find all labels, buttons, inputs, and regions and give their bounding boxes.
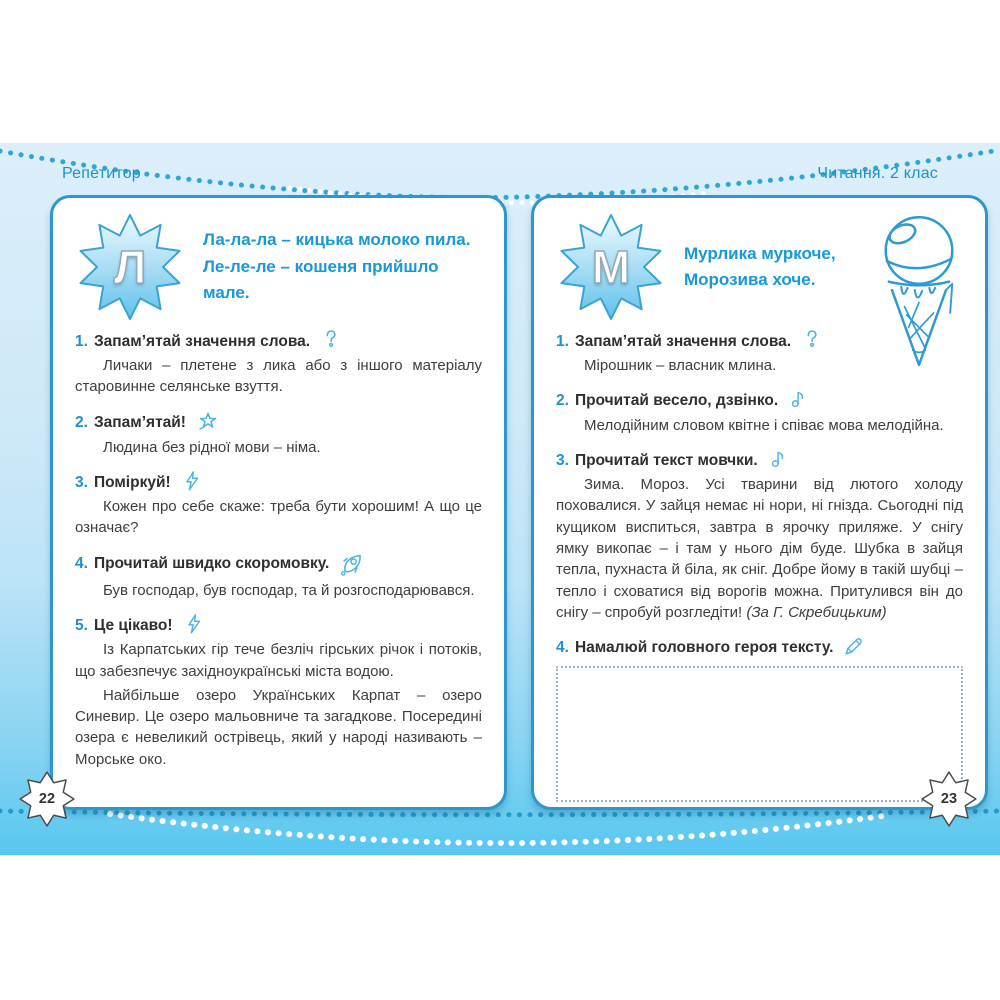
task-number: 1.: [556, 333, 569, 350]
task-body: Мелодійним словом квітне і співає мова мелодійна.: [584, 416, 944, 434]
page-number-star-22: [18, 770, 76, 828]
page-number: 23: [940, 791, 958, 807]
task-number: 4.: [556, 639, 569, 657]
task-heading: Поміркуй!: [93, 474, 171, 492]
question-icon: [320, 329, 342, 351]
task-item: [556, 451, 963, 623]
task-item: [75, 413, 482, 458]
task-number: 2.: [75, 413, 88, 431]
star-icon: [196, 410, 220, 434]
left-page-title: [203, 227, 482, 306]
drawing-area: [556, 666, 963, 802]
task-item: [75, 616, 482, 770]
title-line-2: Ле-ле-ле – кошеня прийшло мале.: [203, 256, 439, 303]
letter-star-badge-l: [75, 212, 185, 322]
page-letter: М: [591, 241, 631, 293]
task-body: Зима. Мороз. Усі тварини від лютого холоду поховалися. У зайця немає ні нори, ні гнізда. Сьогодні під кущиком виспиться, завтра в ярочку приляже. У снігу ямку викопає – і там у нього дім буде. Шубка в зайця тепла, пухнаста й біла, як сніг. Добре йому в такій шубці – тепло і сховатися від ворогів можна. Притулився він до снігу – спробуй розгледіти! (За Г. Скребицьким): [556, 476, 963, 621]
right-book-page: [531, 195, 988, 810]
page-letter: Л: [113, 241, 147, 293]
left-page-header: [75, 208, 482, 326]
task-heading: Прочитай текст мовчки.: [574, 451, 758, 469]
task-item: [556, 391, 963, 435]
task-heading: Запам’ятай значення слова.: [93, 333, 311, 350]
task-body: Мірошник – власник млина.: [584, 357, 777, 375]
running-head-left: Репетитор: [62, 165, 141, 182]
title-line-1: Мурлика муркоче,: [684, 243, 836, 263]
right-page-title: [684, 241, 836, 294]
task-body: Найбільше озеро Українських Карпат – озеро Синевир. Це озеро мальовниче та загадкове. Посередині озера є невеликий острівець, який у народі називають – Морське око.: [75, 686, 482, 768]
task-body: Був господар, був господар, та й розгосподарювався.: [103, 581, 475, 599]
task-heading: Це цікаво!: [93, 617, 173, 635]
task-body: Із Карпатських гір тече безліч гірських річок і потоків, що забезпечує західноукраїнські міста водою.: [75, 641, 482, 680]
page-number: 22: [38, 791, 56, 807]
title-line-1: Ла-ла-ла – кицька молоко пила.: [203, 230, 471, 250]
task-body: Личаки – плетене з лика або з іншого матеріалу старовинне селянське взуття.: [75, 357, 482, 396]
letter-star-badge-m: [556, 212, 666, 322]
task-item: [75, 554, 482, 601]
left-book-page: [50, 195, 507, 810]
lightning-icon: [181, 470, 203, 492]
title-line-2: Морозива хоче.: [684, 270, 816, 289]
task-item: [75, 473, 482, 539]
task-number: 3.: [556, 451, 569, 469]
task-item: [75, 332, 482, 398]
task-heading: Прочитай весело, дзвінко.: [574, 392, 779, 410]
task-item: [556, 638, 963, 802]
task-number: 1.: [75, 333, 88, 350]
text-attribution: (За Г. Скребицьким): [746, 603, 887, 621]
pencil-icon: [843, 635, 865, 657]
task-number: 4.: [75, 554, 88, 572]
music-note-icon: [788, 388, 810, 410]
task-body: Кожен про себе скаже: треба бути хорошим! А що це означає?: [75, 498, 482, 537]
task-number: 2.: [556, 392, 569, 410]
task-body: Людина без рідної мови – німа.: [103, 438, 321, 456]
ice-cream-cone-illustration: [867, 206, 971, 374]
question-icon: [801, 329, 823, 351]
task-heading: Прочитай швидко скоромовку.: [93, 554, 330, 572]
task-number: 3.: [75, 474, 88, 492]
music-note-icon: [768, 448, 790, 470]
rocket-icon: [339, 551, 365, 577]
lightning-icon: [183, 613, 205, 635]
task-heading: Намалюй головного героя тексту.: [574, 639, 834, 657]
task-heading: Запам’ятай значення слова.: [574, 333, 792, 350]
task-number: 5.: [75, 617, 88, 635]
task-heading: Запам’ятай!: [93, 413, 186, 431]
page-number-star-23: [920, 770, 978, 828]
running-head-right: Читання. 2 клас: [817, 165, 938, 182]
